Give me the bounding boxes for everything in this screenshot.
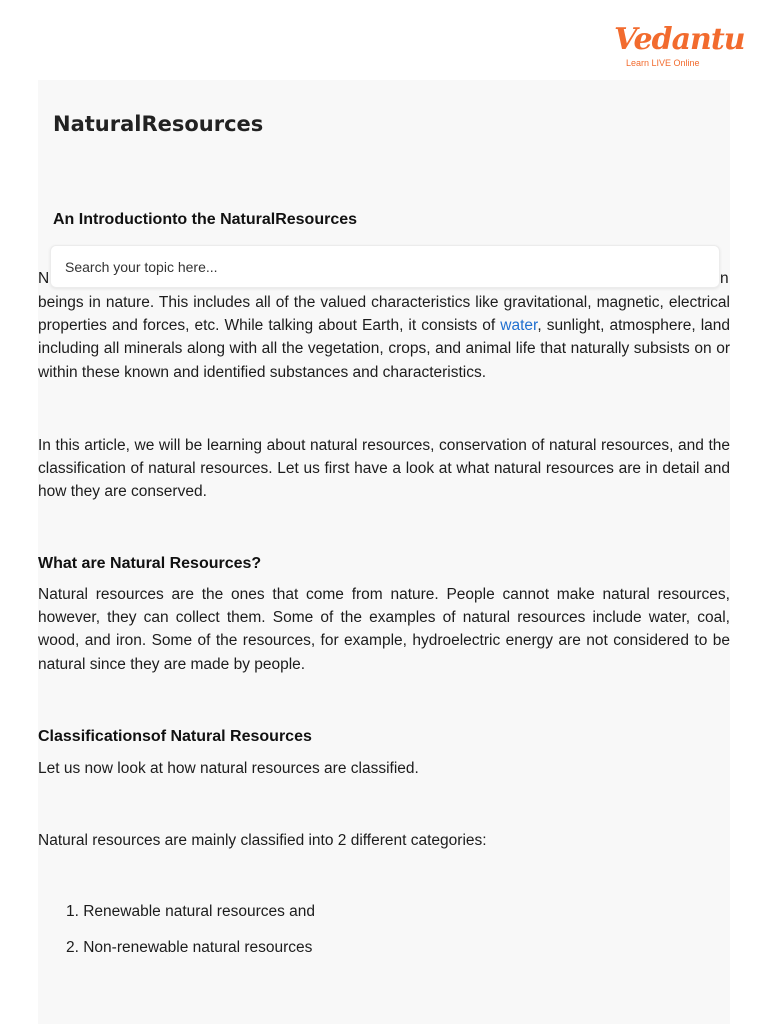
classification-text-2: Natural resources are mainly classified into 2 different categories:	[38, 832, 487, 849]
what-paragraph: Natural resources are the ones that come from nature. People cannot make natural resources, however, they can collect them. Some of the examples of natural resources include water, coal, wood, and iron. Some of the resources, for example, hydroelectric energy are not considered to be natural since they are made by people.	[38, 586, 730, 673]
intro-subtitle: An Introductionto the NaturalResources	[53, 211, 358, 228]
intro-text-2: , sunlight, atmosphere, land including all minerals along with all the vegetation, crops, and animal life that naturally subsists on or within these known and identified substances and characteristics.	[38, 317, 730, 381]
classification-heading: Classificationsof Natural Resources	[38, 728, 312, 745]
what-heading: What are Natural Resources?	[38, 555, 262, 572]
classification-text-1: Let us now look at how natural resources are classified.	[38, 760, 419, 777]
search-input[interactable]	[65, 246, 705, 287]
search-bar[interactable]	[50, 245, 720, 288]
list-item: 2. Non-renewable natural resources	[66, 939, 313, 956]
intro-text-1: beings in nature. This includes all of the valued characteristics like gravitational, magnetic, electrical properties and forces, etc. While talking about Earth, it consists of	[38, 294, 730, 335]
intro-partial-end: n	[720, 270, 729, 287]
article-paragraph: In this article, we will be learning about natural resources, conservation of natural resources, and the classification of natural resources. Let us first have a look at what natural resources are in detail and how they are conserved.	[38, 437, 730, 501]
page-title: NaturalResources	[53, 112, 264, 136]
intro-partial-start: N	[38, 270, 50, 287]
classification-list	[66, 902, 315, 974]
water-link[interactable]: water	[500, 317, 538, 335]
list-item: 1. Renewable natural resources and	[66, 903, 316, 920]
intro-paragraph	[38, 291, 730, 384]
logo-tagline: Learn LIVE Online	[626, 58, 700, 68]
logo-wordmark: Vedantu	[614, 22, 745, 57]
vedantu-logo[interactable]	[614, 22, 745, 72]
